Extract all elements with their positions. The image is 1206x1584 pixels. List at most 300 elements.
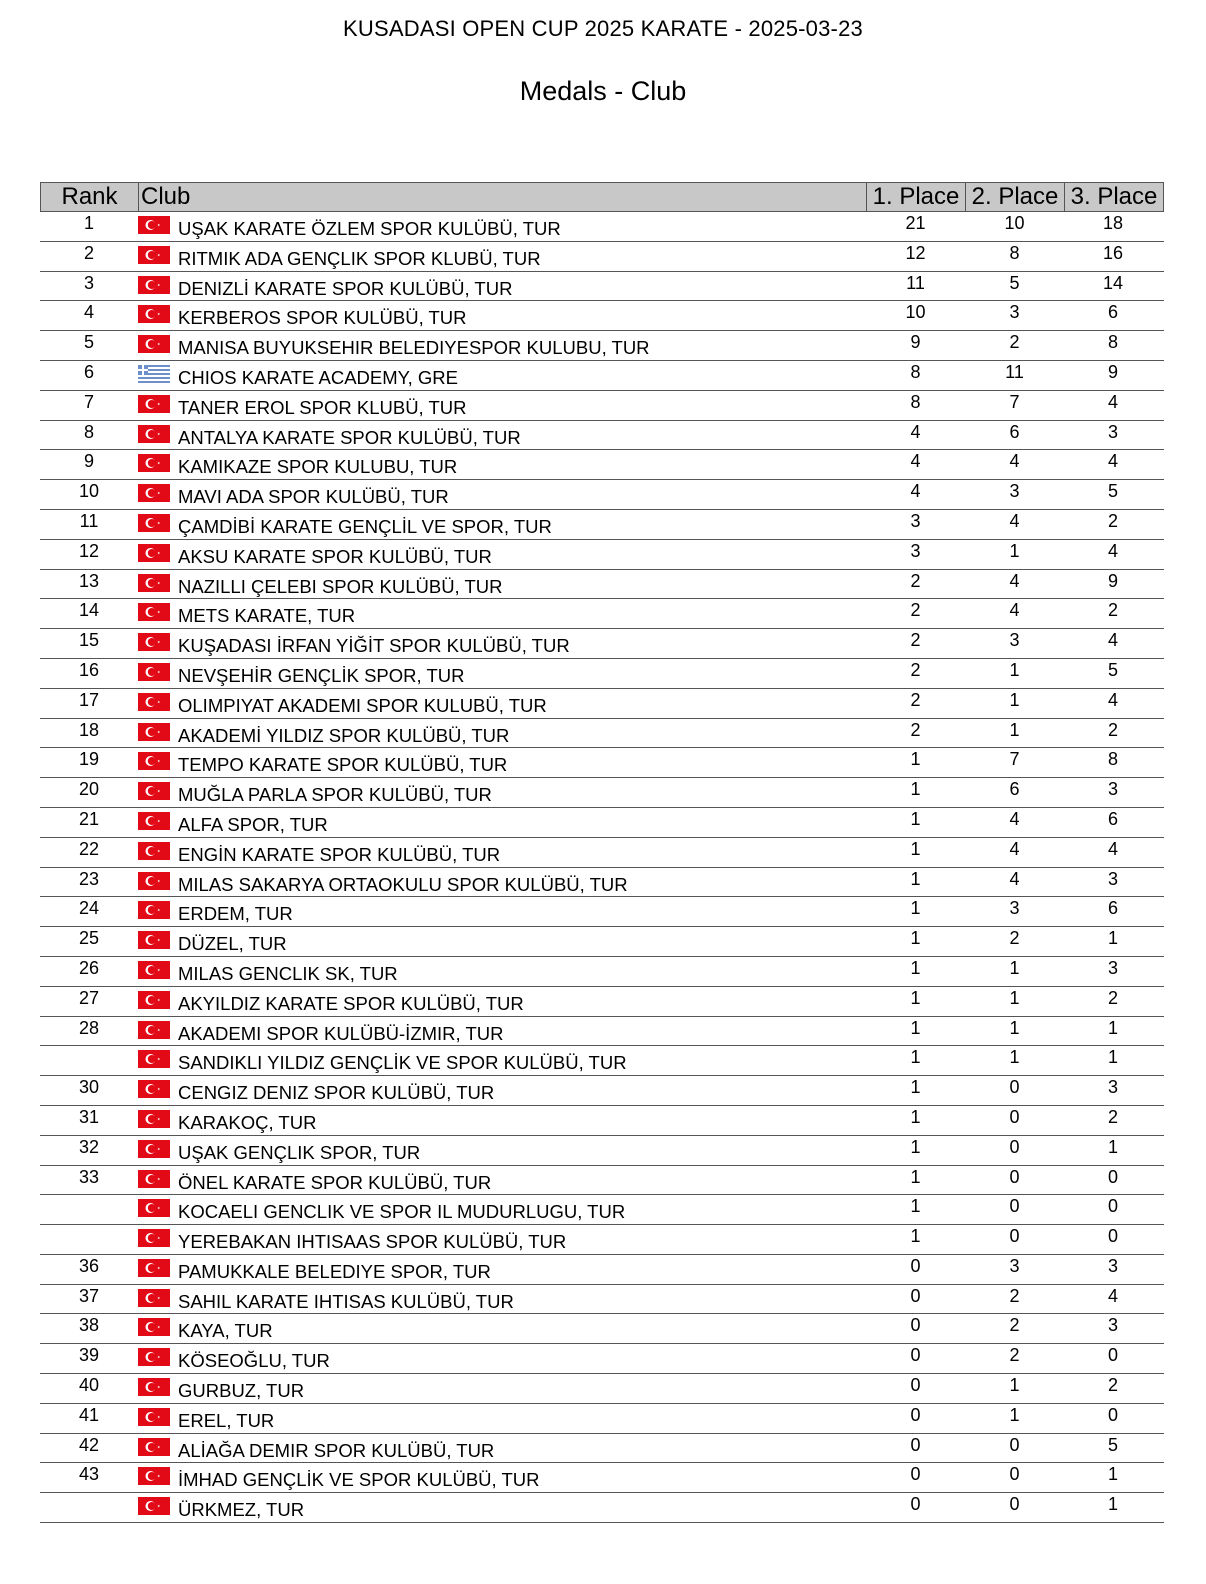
turkey-flag-icon: [138, 574, 170, 592]
club-name: MANISA BUYUKSEHIR BELEDIYESPOR KULUBU, TUR: [178, 337, 650, 359]
second-place-cell: 1: [1009, 1017, 1020, 1038]
first-place-cell: 4: [910, 481, 921, 502]
first-place-cell: 2: [910, 570, 921, 591]
rank-cell: 12: [78, 540, 100, 561]
third-place-cell: 1: [1107, 1136, 1118, 1157]
second-place-cell: 0: [1009, 1226, 1020, 1247]
club-cell: [138, 212, 866, 241]
third-place-cell: 18: [1102, 213, 1124, 233]
rank-cell: 20: [78, 779, 100, 800]
rank-cell: 32: [78, 1136, 100, 1157]
club-cell: [138, 1106, 866, 1135]
turkey-flag-icon: [138, 395, 170, 413]
rank-cell: 28: [78, 1017, 100, 1038]
club-cell: [138, 272, 866, 301]
third-place-cell: 3: [1107, 779, 1118, 800]
table-row: [40, 1404, 1164, 1434]
club-cell: [138, 1017, 866, 1046]
first-place-cell: 4: [910, 451, 921, 472]
second-place-cell: 2: [1009, 1345, 1020, 1366]
first-place-cell: 1: [910, 868, 921, 889]
turkey-flag-icon: [138, 1259, 170, 1277]
second-place-cell: 3: [1009, 898, 1020, 919]
column-header-rank: Rank: [41, 183, 139, 211]
club-name: EREL, TUR: [178, 1409, 275, 1431]
second-place-cell: 2: [1009, 1285, 1020, 1306]
club-cell: [138, 1344, 866, 1373]
table-row: [40, 719, 1164, 749]
club-cell: [138, 301, 866, 330]
rank-cell: 25: [78, 928, 100, 949]
rank-cell: 38: [78, 1315, 100, 1336]
table-row: [40, 868, 1164, 898]
first-place-cell: 1: [910, 1226, 921, 1247]
club-name: AKADEMİ YILDIZ SPOR KULÜBÜ, TUR: [178, 724, 510, 746]
club-cell: [138, 629, 866, 658]
first-place-cell: 1: [910, 957, 921, 978]
medals-table: [40, 182, 1164, 1523]
rank-cell: 2: [83, 242, 94, 263]
table-row: [40, 1166, 1164, 1196]
turkey-flag-icon: [138, 1021, 170, 1039]
turkey-flag-icon: [138, 484, 170, 502]
turkey-flag-icon: [138, 1497, 170, 1515]
first-place-cell: 2: [910, 600, 921, 621]
turkey-flag-icon: [138, 1199, 170, 1217]
club-name: KERBEROS SPOR KULÜBÜ, TUR: [178, 307, 467, 329]
table-row: [40, 1434, 1164, 1464]
club-cell: [138, 897, 866, 926]
rank-cell: 27: [78, 987, 100, 1008]
second-place-cell: 7: [1009, 749, 1020, 770]
first-place-cell: 2: [910, 689, 921, 710]
table-row: [40, 1463, 1164, 1493]
club-name: DÜZEL, TUR: [178, 933, 287, 955]
table-row: [40, 748, 1164, 778]
turkey-flag-icon: [138, 514, 170, 532]
greece-flag-icon: [138, 365, 170, 383]
rank-cell: 11: [79, 510, 99, 531]
turkey-flag-icon: [138, 1467, 170, 1485]
table-row: [40, 1374, 1164, 1404]
table-row: [40, 957, 1164, 987]
second-place-cell: 10: [1004, 213, 1025, 233]
third-place-cell: 16: [1102, 242, 1124, 263]
third-place-cell: 1: [1107, 1017, 1118, 1038]
table-row: [40, 1493, 1164, 1523]
rank-cell: 3: [83, 272, 94, 293]
second-place-cell: 0: [1009, 1494, 1020, 1515]
turkey-flag-icon: [138, 1348, 170, 1366]
first-place-cell: 4: [910, 421, 921, 442]
table-row: [40, 1314, 1164, 1344]
first-place-cell: 1: [910, 898, 921, 919]
turkey-flag-icon: [138, 1140, 170, 1158]
turkey-flag-icon: [138, 693, 170, 711]
club-name: GURBUZ, TUR: [178, 1380, 305, 1402]
third-place-cell: 9: [1107, 570, 1118, 591]
club-name: ALFA SPOR, TUR: [178, 813, 328, 835]
club-cell: [138, 1136, 866, 1165]
second-place-cell: 0: [1009, 1136, 1020, 1157]
third-place-cell: 8: [1107, 749, 1118, 770]
first-place-cell: 0: [910, 1255, 921, 1276]
second-place-cell: 0: [1009, 1196, 1020, 1217]
club-name: ERDEM, TUR: [178, 903, 293, 925]
turkey-flag-icon: [138, 603, 170, 621]
third-place-cell: 5: [1107, 481, 1118, 502]
third-place-cell: 4: [1107, 1285, 1118, 1306]
table-row: [40, 1136, 1164, 1166]
third-place-cell: 1: [1107, 928, 1118, 949]
first-place-cell: 1: [910, 749, 921, 770]
club-cell: [138, 1404, 866, 1433]
club-cell: [138, 868, 866, 897]
first-place-cell: 0: [910, 1345, 921, 1366]
club-name: ÜRKMEZ, TUR: [178, 1499, 305, 1521]
third-place-cell: 2: [1107, 510, 1118, 531]
club-name: KOCAELI GENCLIK VE SPOR IL MUDURLUGU, TUR: [178, 1201, 626, 1223]
rank-cell: 24: [78, 898, 100, 919]
rank-cell: 21: [78, 808, 100, 829]
table-row: [40, 838, 1164, 868]
club-cell: [138, 838, 866, 867]
third-place-cell: 2: [1107, 1106, 1118, 1127]
turkey-flag-icon: [138, 901, 170, 919]
turkey-flag-icon: [138, 1050, 170, 1068]
table-row: [40, 1195, 1164, 1225]
club-cell: [138, 1493, 866, 1522]
club-name: KÖSEOĞLU, TUR: [178, 1350, 330, 1372]
club-cell: [138, 570, 866, 599]
rank-cell: 39: [78, 1345, 100, 1366]
table-row: [40, 927, 1164, 957]
third-place-cell: 0: [1107, 1196, 1118, 1217]
rank-cell: 13: [78, 570, 100, 591]
third-place-cell: 6: [1107, 898, 1118, 919]
rank-cell: 6: [83, 361, 94, 382]
club-cell: [138, 1285, 866, 1314]
club-cell: [138, 1046, 866, 1075]
turkey-flag-icon: [138, 1318, 170, 1336]
turkey-flag-icon: [138, 305, 170, 323]
rank-cell: 5: [83, 332, 94, 353]
turkey-flag-icon: [138, 961, 170, 979]
first-place-cell: 1: [910, 1017, 921, 1038]
turkey-flag-icon: [138, 425, 170, 443]
third-place-cell: 4: [1107, 838, 1118, 859]
club-cell: [138, 659, 866, 688]
second-place-cell: 0: [1009, 1434, 1020, 1455]
first-place-cell: 0: [910, 1434, 921, 1455]
club-name: KAMIKAZE SPOR KULUBU, TUR: [178, 456, 458, 478]
club-cell: [138, 599, 866, 628]
club-name: ANTALYA KARATE SPOR KULÜBÜ, TUR: [178, 426, 521, 448]
table-row: [40, 212, 1164, 242]
second-place-cell: 8: [1009, 242, 1020, 263]
second-place-cell: 3: [1009, 1255, 1020, 1276]
club-name: UŞAK KARATE ÖZLEM SPOR KULÜBÜ, TUR: [178, 218, 561, 239]
club-cell: [138, 957, 866, 986]
club-cell: [138, 1255, 866, 1284]
club-cell: [138, 808, 866, 837]
table-row: [40, 480, 1164, 510]
rank-cell: 30: [78, 1077, 100, 1098]
club-name: NEVŞEHİR GENÇLİK SPOR, TUR: [178, 664, 465, 686]
club-cell: [138, 1314, 866, 1343]
turkey-flag-icon: [138, 216, 170, 234]
club-cell: [138, 1434, 866, 1463]
table-row: [40, 897, 1164, 927]
second-place-cell: 4: [1009, 451, 1020, 472]
table-row: [40, 1255, 1164, 1285]
third-place-cell: 5: [1107, 1434, 1118, 1455]
table-row: [40, 808, 1164, 838]
rank-cell: [40, 1046, 138, 1075]
first-place-cell: 1: [910, 838, 921, 859]
second-place-cell: 0: [1009, 1077, 1020, 1098]
club-name: RITMIK ADA GENÇLIK SPOR KLUBÜ, TUR: [178, 247, 541, 269]
second-place-cell: 0: [1009, 1464, 1020, 1485]
club-cell: [138, 331, 866, 360]
rank-cell: 43: [78, 1464, 100, 1485]
third-place-cell: 2: [1107, 987, 1118, 1008]
club-name: SAHIL KARATE IHTISAS KULÜBÜ, TUR: [178, 1290, 514, 1312]
first-place-cell: 1: [910, 1047, 921, 1068]
rank-cell: 42: [78, 1434, 100, 1455]
third-place-cell: 0: [1107, 1226, 1118, 1247]
second-place-cell: 1: [1009, 957, 1020, 978]
club-name: İMHAD GENÇLİK VE SPOR KULÜBÜ, TUR: [178, 1469, 540, 1491]
turkey-flag-icon: [138, 872, 170, 890]
column-header-club: Club: [139, 183, 867, 211]
turkey-flag-icon: [138, 663, 170, 681]
first-place-cell: 3: [910, 540, 921, 561]
second-place-cell: 4: [1009, 868, 1020, 889]
rank-cell: 4: [83, 302, 94, 323]
table-row: [40, 272, 1164, 302]
club-name: KAYA, TUR: [178, 1320, 273, 1342]
table-row: [40, 1106, 1164, 1136]
second-place-cell: 1: [1009, 689, 1020, 710]
rank-cell: 33: [78, 1166, 100, 1187]
rank-cell: 1: [83, 213, 94, 233]
turkey-flag-icon: [138, 276, 170, 294]
club-cell: [138, 719, 866, 748]
second-place-cell: 4: [1009, 808, 1020, 829]
turkey-flag-icon: [138, 991, 170, 1009]
club-name: METS KARATE, TUR: [178, 605, 356, 627]
club-cell: [138, 540, 866, 569]
rank-cell: 41: [78, 1404, 100, 1425]
third-place-cell: 6: [1107, 808, 1118, 829]
first-place-cell: 9: [910, 332, 921, 353]
rank-cell: 9: [83, 451, 94, 472]
third-place-cell: 4: [1107, 689, 1118, 710]
third-place-cell: 8: [1107, 332, 1118, 353]
first-place-cell: 1: [910, 1106, 921, 1127]
second-place-cell: 2: [1009, 1315, 1020, 1336]
page-title: Medals - Club: [519, 76, 687, 106]
third-place-cell: 4: [1107, 391, 1118, 412]
rank-cell: [40, 1195, 138, 1224]
club-name: AKYILDIZ KARATE SPOR KULÜBÜ, TUR: [178, 992, 524, 1014]
table-row: [40, 421, 1164, 451]
third-place-cell: 1: [1107, 1047, 1118, 1068]
table-row: [40, 1017, 1164, 1047]
rank-cell: 40: [78, 1375, 100, 1396]
third-place-cell: 3: [1107, 957, 1118, 978]
first-place-cell: 1: [910, 1196, 921, 1217]
table-row: [40, 510, 1164, 540]
first-place-cell: 8: [910, 361, 921, 382]
column-header-second-place: 2. Place: [966, 183, 1065, 211]
second-place-cell: 2: [1009, 332, 1020, 353]
club-cell: [138, 778, 866, 807]
table-row: [40, 1344, 1164, 1374]
second-place-cell: 6: [1009, 421, 1020, 442]
club-name: MUĞLA PARLA SPOR KULÜBÜ, TUR: [178, 784, 492, 806]
turkey-flag-icon: [138, 1378, 170, 1396]
club-name: UŞAK GENÇLIK SPOR, TUR: [178, 1141, 421, 1163]
table-row: [40, 1046, 1164, 1076]
table-row: [40, 1225, 1164, 1255]
turkey-flag-icon: [138, 633, 170, 651]
rank-cell: 22: [78, 838, 100, 859]
third-place-cell: 0: [1107, 1166, 1118, 1187]
club-name: DENIZLİ KARATE SPOR KULÜBÜ, TUR: [178, 277, 513, 299]
second-place-cell: 1: [1009, 719, 1020, 740]
third-place-cell: 4: [1107, 451, 1118, 472]
turkey-flag-icon: [138, 752, 170, 770]
club-name: AKADEMI SPOR KULÜBÜ-İZMIR, TUR: [178, 1022, 504, 1044]
third-place-cell: 3: [1107, 1315, 1118, 1336]
rank-cell: 14: [78, 600, 100, 621]
rank-cell: [40, 1493, 138, 1522]
second-place-cell: 0: [1009, 1106, 1020, 1127]
rank-cell: 18: [78, 719, 100, 740]
second-place-cell: 2: [1009, 928, 1020, 949]
turkey-flag-icon: [138, 246, 170, 264]
first-place-cell: 10: [905, 302, 926, 323]
club-cell: [138, 1195, 866, 1224]
turkey-flag-icon: [138, 1438, 170, 1456]
club-name: CENGIZ DENIZ SPOR KULÜBÜ, TUR: [178, 1082, 495, 1104]
document-title: KUSADASI OPEN CUP 2025 KARATE - 2025-03-23: [343, 16, 863, 41]
turkey-flag-icon: [138, 1080, 170, 1098]
club-cell: [138, 391, 866, 420]
rank-cell: 16: [78, 659, 100, 680]
club-cell: [138, 987, 866, 1016]
table-row: [40, 1285, 1164, 1315]
table-row: [40, 689, 1164, 719]
table-row: [40, 301, 1164, 331]
club-name: YEREBAKAN IHTISAAS SPOR KULÜBÜ, TUR: [178, 1231, 567, 1253]
first-place-cell: 1: [910, 928, 921, 949]
rank-cell: 37: [78, 1285, 100, 1306]
first-place-cell: 0: [910, 1285, 921, 1306]
table-row: [40, 1076, 1164, 1106]
club-cell: [138, 689, 866, 718]
table-body: [40, 212, 1164, 1523]
first-place-cell: 0: [910, 1315, 921, 1336]
third-place-cell: 1: [1107, 1494, 1118, 1515]
club-cell: [138, 1463, 866, 1492]
first-place-cell: 2: [910, 630, 921, 651]
second-place-cell: 11: [1005, 361, 1024, 382]
third-place-cell: 5: [1107, 659, 1118, 680]
third-place-cell: 3: [1107, 1255, 1118, 1276]
club-name: ÇAMDİBİ KARATE GENÇLİL VE SPOR, TUR: [178, 515, 552, 537]
third-place-cell: 9: [1107, 361, 1118, 382]
table-row: [40, 242, 1164, 272]
second-place-cell: 4: [1009, 600, 1020, 621]
third-place-cell: 3: [1107, 1077, 1118, 1098]
first-place-cell: 3: [910, 510, 921, 531]
club-cell: [138, 450, 866, 479]
club-cell: [138, 1166, 866, 1195]
second-place-cell: 1: [1009, 987, 1020, 1008]
club-name: MILAS GENCLIK SK, TUR: [178, 962, 398, 984]
first-place-cell: 0: [910, 1375, 921, 1396]
second-place-cell: 3: [1009, 302, 1020, 323]
second-place-cell: 6: [1009, 779, 1020, 800]
rank-cell: [40, 1225, 138, 1254]
rank-cell: 15: [78, 630, 100, 651]
club-name: TANER EROL SPOR KLUBÜ, TUR: [178, 396, 467, 418]
turkey-flag-icon: [138, 931, 170, 949]
third-place-cell: 2: [1107, 719, 1118, 740]
club-cell: [138, 927, 866, 956]
club-name: AKSU KARATE SPOR KULÜBÜ, TUR: [178, 545, 492, 567]
club-cell: [138, 242, 866, 271]
rank-cell: 23: [78, 868, 100, 889]
third-place-cell: 2: [1107, 1375, 1118, 1396]
club-cell: [138, 421, 866, 450]
third-place-cell: 2: [1107, 600, 1118, 621]
first-place-cell: 2: [910, 719, 921, 740]
rank-cell: 10: [78, 481, 100, 502]
club-cell: [138, 1225, 866, 1254]
turkey-flag-icon: [138, 335, 170, 353]
rank-cell: 19: [78, 749, 100, 770]
turkey-flag-icon: [138, 544, 170, 562]
turkey-flag-icon: [138, 1110, 170, 1128]
column-header-first-place: 1. Place: [867, 183, 966, 211]
club-name: ENGİN KARATE SPOR KULÜBÜ, TUR: [178, 843, 501, 865]
first-place-cell: 1: [910, 1166, 921, 1187]
table-row: [40, 599, 1164, 629]
second-place-cell: 4: [1009, 570, 1020, 591]
club-cell: [138, 480, 866, 509]
turkey-flag-icon: [138, 812, 170, 830]
club-cell: [138, 1374, 866, 1403]
table-row: [40, 331, 1164, 361]
second-place-cell: 1: [1009, 1404, 1020, 1425]
second-place-cell: 1: [1009, 659, 1020, 680]
rank-cell: 36: [78, 1255, 100, 1276]
club-name: PAMUKKALE BELEDIYE SPOR, TUR: [178, 1260, 491, 1282]
second-place-cell: 1: [1009, 1047, 1020, 1068]
first-place-cell: 1: [910, 987, 921, 1008]
table-row: [40, 391, 1164, 421]
second-place-cell: 3: [1009, 481, 1020, 502]
turkey-flag-icon: [138, 1408, 170, 1426]
first-place-cell: 1: [910, 1077, 921, 1098]
turkey-flag-icon: [138, 1289, 170, 1307]
third-place-cell: 0: [1107, 1345, 1118, 1366]
first-place-cell: 0: [910, 1494, 921, 1515]
